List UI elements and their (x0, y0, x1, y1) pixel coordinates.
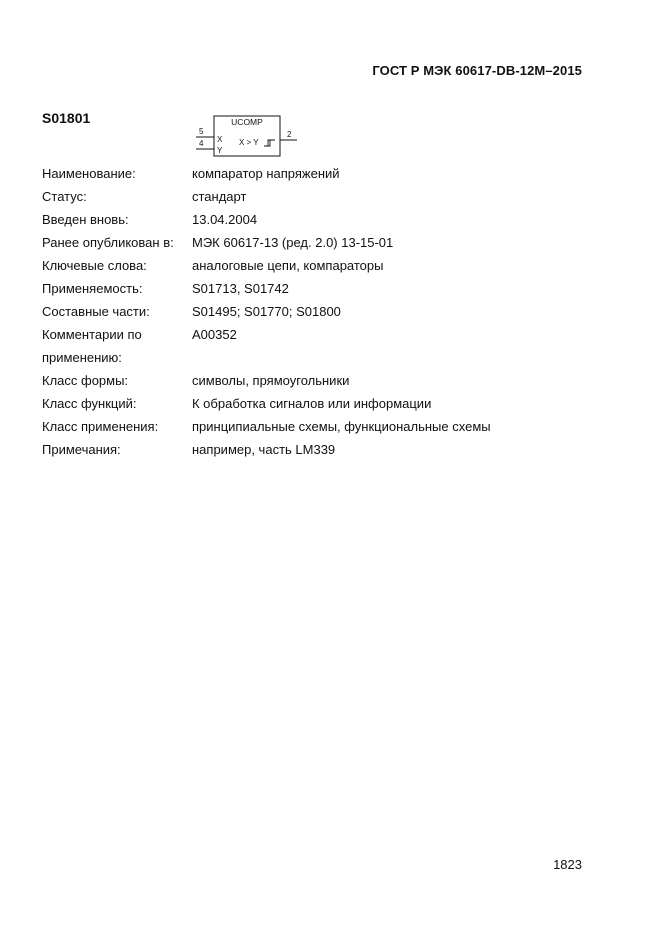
standard-code-header: ГОСТ Р МЭК 60617-DB-12M–2015 (372, 63, 582, 78)
attribute-value: S01495; S01770; S01800 (192, 304, 341, 319)
input-y-label: Y (217, 146, 223, 155)
comparator-symbol-figure (195, 112, 305, 160)
attribute-row-keywords (42, 254, 602, 277)
attribute-label: Ранее опубликован в: (42, 235, 174, 250)
attribute-label: Примечания: (42, 442, 121, 457)
attribute-value: например, часть LM339 (192, 442, 336, 457)
attribute-label: Применяемость: (42, 281, 143, 296)
attribute-value: символы, прямоугольники (192, 373, 350, 388)
attribute-value: МЭК 60617-13 (ред. 2.0) 13-15-01 (192, 235, 394, 250)
attribute-value: К обработка сигналов или информации (192, 396, 432, 411)
attribute-row-name (42, 162, 602, 185)
attribute-row-components (42, 300, 602, 323)
attribute-value: S01713, S01742 (192, 281, 289, 296)
attribute-label: Класс функций: (42, 396, 137, 411)
attribute-row-function-class (42, 392, 602, 415)
attribute-label: Ключевые слова: (42, 258, 147, 273)
attribute-label: Класс применения: (42, 419, 159, 434)
attribute-row-applicability (42, 277, 602, 300)
attribute-row-application-class (42, 415, 602, 438)
attribute-value: принципиальные схемы, функциональные схемы (192, 419, 491, 434)
page-number: 1823 (553, 857, 582, 872)
attribute-label: Введен вновь: (42, 212, 129, 227)
attribute-row-previously-published (42, 231, 602, 254)
attribute-row-status (42, 185, 602, 208)
function-text: X > Y (239, 138, 259, 147)
attribute-label: Составные части: (42, 304, 150, 319)
attribute-label-line-1: Комментарии по (42, 327, 142, 342)
attribute-value: A00352 (192, 327, 237, 342)
attribute-label (42, 323, 192, 369)
attribute-value: компаратор напряжений (192, 166, 340, 181)
output-pin-number: 2 (287, 130, 292, 139)
attribute-label: Класс формы: (42, 373, 129, 388)
hysteresis-icon (264, 140, 275, 146)
attribute-label-line-2: применению: (42, 350, 122, 365)
attribute-label: Статус: (42, 189, 87, 204)
input-y-pin-number: 4 (199, 139, 204, 148)
input-x-pin-number: 5 (199, 127, 204, 136)
attribute-row-introduced (42, 208, 602, 231)
input-x-label: X (217, 135, 223, 144)
attribute-label: Наименование: (42, 166, 136, 181)
attribute-row-notes (42, 438, 602, 461)
attribute-value: стандарт (192, 189, 247, 204)
attribute-value: 13.04.2004 (192, 212, 258, 227)
symbol-attributes-table (42, 162, 602, 461)
symbol-title: UCOMP (231, 117, 263, 127)
attribute-row-application-comments (42, 323, 602, 369)
attribute-value: аналоговые цепи, компараторы (192, 258, 384, 273)
attribute-row-form-class (42, 369, 602, 392)
symbol-id: S01801 (42, 110, 91, 126)
